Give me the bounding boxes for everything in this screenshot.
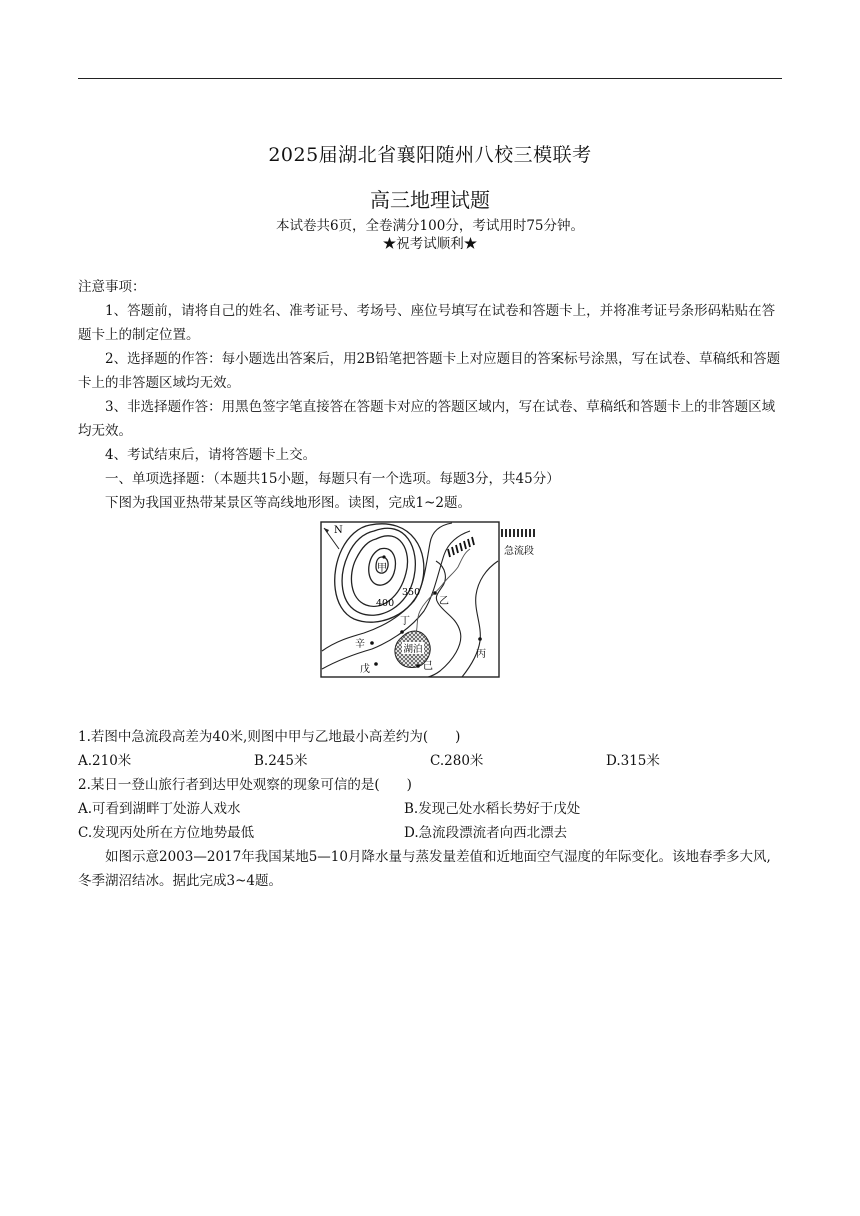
river [442, 549, 470, 585]
point-yi [433, 591, 437, 595]
exam-meta [0, 217, 860, 253]
contour-line [322, 523, 452, 651]
notice-item: 1、答题前，请将自己的姓名、准考证号、考场号、座位号填写在试卷和答题卡上，并将准考证号条形码粘贴在答题卡上的制定位置。 [78, 303, 776, 343]
header-rule [78, 78, 782, 79]
q2-options-row1 [78, 797, 782, 821]
notice-item: 4、考试结束后，请将答题卡上交。 [105, 447, 317, 463]
q2-option-b: B.发现己处水稻长势好于戊处 [404, 801, 581, 817]
contour-map-figure [78, 521, 782, 721]
exam-wish: ★祝考试顺利★ [382, 236, 478, 252]
point-wu-label: 戊 [360, 664, 370, 675]
point-ding-label: 丁 [400, 616, 410, 627]
point-bing [478, 637, 482, 641]
contour-350-label: 350 [402, 587, 421, 598]
lake-label: 湖泊 [403, 644, 423, 655]
notice-heading: 注意事项： [78, 279, 146, 295]
point-bing-label: 丙 [476, 649, 486, 660]
contour-line [428, 561, 461, 677]
point-ding [400, 630, 404, 634]
exam-title: 2025届湖北省襄阳随州八校三模联考 [268, 144, 592, 166]
q1-option-d: D.315米 [606, 753, 660, 769]
point-wu [374, 662, 378, 666]
q1-stem: 1.若图中急流段高差为40米,则图中甲与乙地最小高差约为( ) [78, 729, 461, 745]
q2-option-a: A.可看到湖畔丁处游人戏水 [78, 801, 241, 817]
section1-heading: 一、单项选择题：（本题共15小题，每题只有一个选项。每题3分，共45分） [105, 471, 560, 487]
point-xin-label: 辛 [355, 639, 365, 650]
contour-400-label: 400 [376, 598, 395, 609]
q1-option-b: B.245米 [254, 753, 308, 769]
point-jia [382, 555, 385, 558]
point-jia-label: 甲 [377, 563, 387, 574]
q2-options-row2 [78, 821, 782, 845]
point-ji-label: 己 [423, 661, 433, 672]
rapids-symbol [448, 537, 474, 557]
q1-options [78, 749, 782, 773]
section1-intro: 下图为我国亚热带某景区等高线地形图。读图，完成1~2题。 [105, 495, 471, 511]
contour-map [320, 521, 540, 681]
section2-intro: 如图示意2003—2017年我国某地5—10月降水量与蒸发量差值和近地面空气湿度的年际变化。该地春季多大风,冬季湖沼结冰。据此完成3~4题。 [78, 849, 771, 889]
q1-option-c: C.280米 [430, 753, 484, 769]
exam-subject: 高三地理试题 [370, 188, 490, 212]
q2-stem: 2.某日一登山旅行者到达甲处观察的现象可信的是( ) [78, 777, 412, 793]
notice-item: 3、非选择题作答：用黑色签字笔直接答在答题卡对应的答题区域内，写在试卷、草稿纸和答题卡上的非答题区域均无效。 [78, 399, 776, 439]
point-yi-label: 乙 [439, 596, 449, 607]
q2-option-d: D.急流段漂流者向西北漂去 [404, 825, 568, 841]
legend-rapids-symbol [502, 529, 534, 537]
notice-item: 2、选择题的作答：每小题选出答案后，用2B铅笔把答题卡上对应题目的答案标号涂黑，写在试卷、草稿纸和答题卡上的非答题区域均无效。 [78, 351, 781, 391]
point-xin [370, 641, 374, 645]
point-ji [416, 664, 420, 668]
legend-rapids-label: 急流段 [504, 546, 534, 557]
q1-option-a: A.210米 [78, 753, 132, 769]
q2-option-c: C.发现丙处所在方位地势最低 [78, 825, 255, 841]
exam-info: 本试卷共6页，全卷满分100分，考试用时75分钟。 [275, 218, 585, 234]
north-label: N [334, 525, 343, 536]
exam-body [78, 275, 782, 893]
